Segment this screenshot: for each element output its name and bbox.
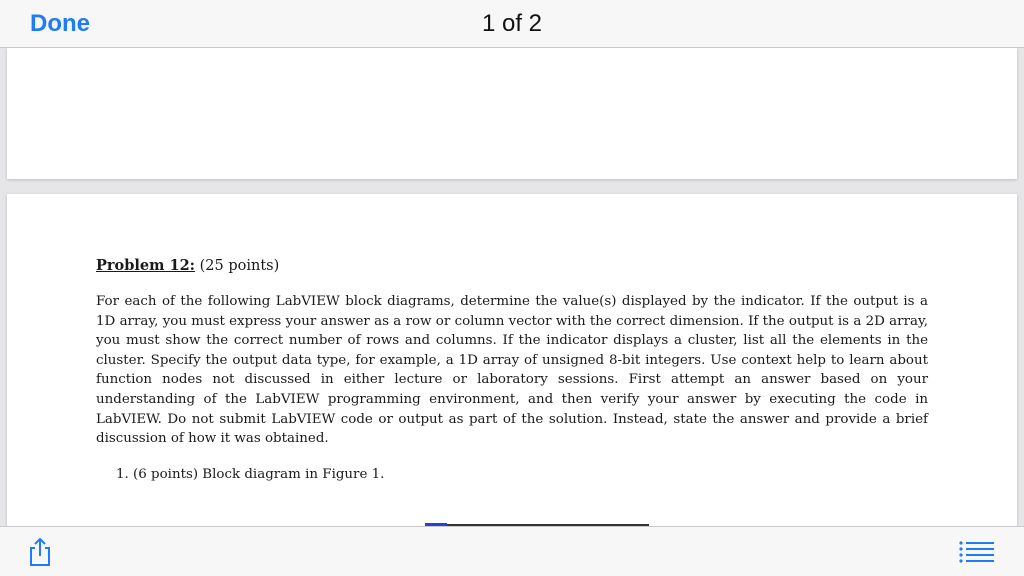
bottom-toolbar bbox=[0, 526, 1024, 576]
share-icon bbox=[26, 537, 54, 567]
list-button[interactable] bbox=[958, 539, 994, 565]
done-button[interactable]: Done bbox=[30, 10, 90, 37]
share-button[interactable] bbox=[26, 537, 54, 567]
list-icon bbox=[958, 539, 994, 565]
problem-title: Problem 12: bbox=[96, 257, 196, 274]
problem-body: For each of the following LabVIEW block diagrams, determine the value(s) displayed by the indicator. If the output is a 1D array, you must express your answer as a row or column vector with the correct dimension. If the output is a 2D array, you must show the correct number of rows and columns. If the indicator displays a cluster, list all the elements in the cluster. Specify the output data type, for example, a 1D array of unsigned 8-bit integers. Use context help to learn about function nodes not discussed in either lecture or laboratory sessions. First attempt an answer based on your understanding of the LabVIEW programming environment, and then verify your answer by executing the code in LabVIEW. Do not submit LabVIEW code or output as part of the solution. Instead, state the answer and provide a brief discussion of how it was obtained. bbox=[96, 294, 928, 447]
problem-item-1: 1. (6 points) Block diagram in Figure 1. bbox=[116, 466, 385, 482]
problem-heading bbox=[96, 256, 928, 276]
top-navigation-bar bbox=[0, 0, 1024, 48]
page-counter: 1 of 2 bbox=[481, 10, 543, 37]
previous-page bbox=[7, 48, 1017, 179]
current-page bbox=[7, 194, 1017, 526]
problem-points: (25 points) bbox=[199, 258, 280, 274]
page-content bbox=[96, 256, 928, 485]
document-viewer[interactable] bbox=[0, 48, 1024, 526]
